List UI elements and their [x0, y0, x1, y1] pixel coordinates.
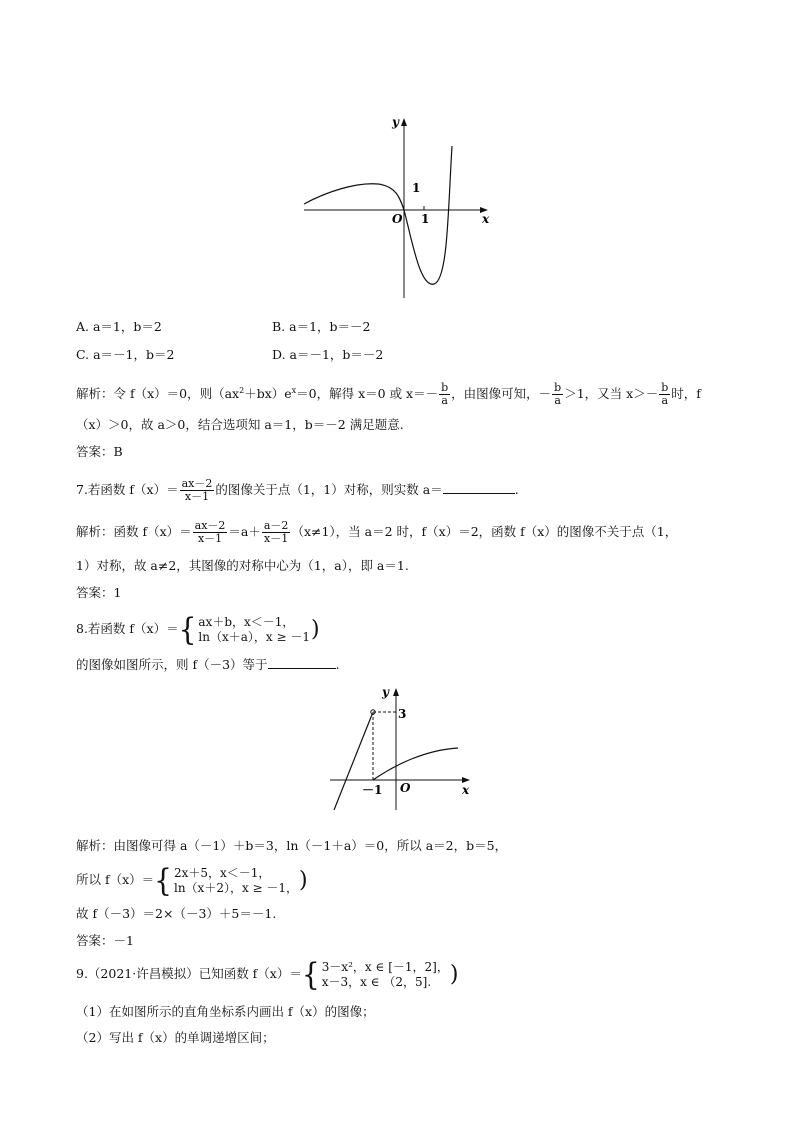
q9-sub2: （2）写出 f（x）的单调递增区间； [76, 1030, 275, 1045]
option-c: C. a＝－1，b＝2 [76, 347, 175, 362]
q7-question: 7.若函数 f（x）＝ $\frac{ax-2}{x-1}$ 的图像关于点（1，1）对称，则实数 a＝ . [76, 477, 519, 503]
cubic-graph-figure [296, 110, 496, 300]
tick-x-label: 1 [421, 212, 430, 226]
x-axis-label: x [462, 783, 470, 797]
q9-question: 9.（2021·许昌模拟）已知函数 f（x）＝{ 3－x²，x ∈ [－1，2]， x－3，x ∈ （2，5]. ) [76, 955, 459, 993]
q7-analysis-line2: 1）对称，故 a≠2，其图像的对称中心为（1，a），即 a＝1. [76, 558, 409, 573]
y-axis-arrow [401, 118, 407, 126]
tick-y-label: 3 [398, 707, 407, 721]
y-axis-label: y [382, 685, 389, 699]
q7-answer: 答案：1 [76, 585, 122, 600]
fraction-b-over-a: $\frac{b}{a}$ [661, 381, 669, 408]
piecewise-cases: 3－x²，x ∈ [－1，2]， x－3，x ∈ （2，5]. [321, 959, 449, 989]
q8-analysis-line3: 故 f（－3）＝2×（－3）＋5＝－1. [76, 906, 277, 921]
log-piece [373, 748, 458, 780]
tick-y-label: 1 [412, 181, 421, 195]
function-curve [304, 146, 452, 284]
fraction-b-over-a: $\frac{b}{a}$ [554, 381, 562, 408]
option-b: B. a＝1，b＝－2 [272, 319, 371, 334]
y-axis-label: y [392, 115, 399, 129]
piecewise-graph-figure [326, 682, 476, 814]
q6-analysis-line1: 解析：令 f（x）＝0，则$(ax^2+bx)e^x=0$，解得 x＝0 或 x＝－ $\frac{b}{a}$ ，由图像可知，－ $\frac{b}{a}$ ＞1，又当 x＞－ $\frac{b}{a}$ 时，f [76, 381, 701, 408]
option-d: D. a＝－1，b＝－2 [272, 347, 384, 362]
fraction-q7-a: $\frac{ax-2}{x-1}$ [194, 519, 226, 545]
piecewise-cases: ax＋b，x＜－1， ln（x＋a），x ≥ －1 [198, 614, 310, 644]
answer-blank [443, 481, 515, 494]
x-axis-label: x [482, 212, 490, 226]
origin-label: O [400, 781, 411, 795]
fraction-q7-b: $\frac{a-2}{x-1}$ [263, 519, 289, 545]
q6-analysis-line2: （x）＞0，故 a＞0，结合选项知 a＝1，b＝－2 满足题意. [76, 417, 404, 432]
q7-analysis-line1: 解析：函数 f（x）＝ $\frac{ax-2}{x-1}$ ＝a＋ $\frac{a-2}{x-1}$ （x≠1），当 a＝2 时，f（x）＝2，函数 f（x）的图像不关于点（1， [76, 519, 678, 545]
q9-sub1: （1）在如图所示的直角坐标系内画出 f（x）的图像； [76, 1004, 375, 1019]
fraction-q7: $\frac{ax-2}{x-1}$ [181, 477, 213, 503]
tick-x-label: －1 [362, 783, 383, 797]
answer-blank [268, 656, 336, 669]
q8-question: 8.若函数 f（x）＝{ ax＋b，x＜－1， ln（x＋a），x ≥ －1 ) [76, 610, 320, 648]
fraction-b-over-a: $\frac{b}{a}$ [441, 381, 449, 408]
q6-answer: 答案：B [76, 444, 123, 459]
q8-analysis-line1: 解析：由图像可得 a（－1）＋b＝3，ln（－1＋a）＝0，所以 a＝2，b＝5， [76, 838, 508, 853]
y-axis-arrow [393, 688, 399, 696]
q8-answer: 答案：－1 [76, 933, 134, 948]
q8-analysis-line2: 所以 f（x）＝{ 2x＋5，x＜－1， ln（x＋2），x ≥ －1， ) [76, 861, 308, 899]
piecewise-cases: 2x＋5，x＜－1， ln（x＋2），x ≥ －1， [173, 865, 299, 895]
origin-label: O [392, 212, 403, 226]
option-a: A. a＝1，b＝2 [76, 319, 162, 334]
q8-question-line2: 的图像如图所示，则 f（－3）等于 . [76, 657, 340, 672]
